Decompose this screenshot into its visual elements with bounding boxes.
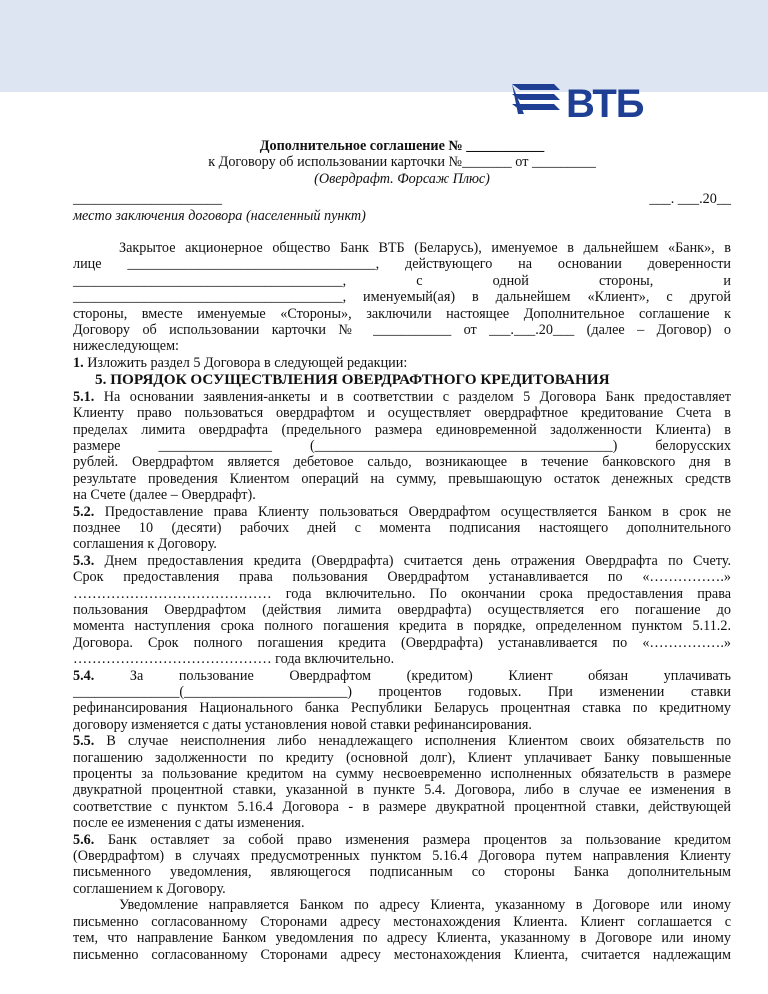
clause-line: Договора. Срок полного погашения кредита (Овердрафта) устанавливается по «…………….» [73,634,731,651]
place-date-row [73,191,731,207]
clause-line: Предоставление права Клиенту пользоваться Овердрафтом осуществляется Банком в срок не [94,503,731,520]
document-title: Дополнительное соглашение № ___________ [259,138,545,154]
clause-line: после ее изменения с даты изменения. [73,815,305,832]
clause-line: соглашением к Договору. [73,880,226,897]
date-line: ___. ___.20__ [649,191,731,208]
intro-line: нижеследующем: [73,338,179,355]
clause-line: позднее 10 (десяти) рабочих дней с момента подписания настоящего дополнительного [73,519,731,536]
intro-line: Закрытое акционерное общество Банк ВТБ (Беларусь), именуемое в дальнейшем «Банк», в [119,240,731,257]
notice-line: письменно согласованному Сторонами адресу местонахождения Клиента, считается надлежащим [73,946,731,963]
vtb-logo-mark-icon [510,80,562,120]
intro-line: стороны, вместе именуемые «Стороны», заключили настоящее Дополнительное соглашение к [73,305,731,322]
clause-number: 5.5. [73,733,95,750]
notice-line: письменно согласованному Сторонами адресу местонахождения Клиента. Клиент соглашается с [73,913,731,930]
clause-line: двукратной процентной ставки, указанной в пункте 5.4. Договора, либо в случае ее изменения в [73,782,731,799]
intro-line: ______________________________________, именуемый(ая) в дальнейшем «Клиент», с другой [73,289,731,306]
intro-paragraph [73,240,731,355]
vtb-logo [510,80,660,128]
clause-line: …………………………………… года включительно. По окончании срока предоставления права [73,585,731,602]
clause-line: письменного уведомления, являющегося подписанным со стороны Банка дополнительным [73,864,731,881]
item-1-text: Изложить раздел 5 Договора в следующей редакции: [83,354,408,371]
clause-line: проценты за пользование кредитом на сумму несвоевременно исполненных обязательств в размере [73,766,731,783]
clause-line: погашению задолженности по кредиту (основной долг), Клиент уплачивает Банку повышенные [73,749,731,766]
item-1-number: 1. [73,354,84,371]
clause-number: 5.2. [73,503,95,520]
clause-number: 5.4. [73,667,95,684]
clause-line: момента наступления срока полного погашения кредита в порядке, определенном пунктом 5.11.2. [73,618,731,635]
clause-line: _______________(_______________________) процентов годовых. При изменении ставки [73,684,731,700]
clause-line: В случае неисполнения либо ненадлежащего исполнения Клиентом своих обязательств по [94,733,731,750]
place-label: место заключения договора (населенный пункт) [73,207,366,224]
clause-line: (Овердрафтом) в случаях предусмотренных пунктом 5.16.4 Договора путем направления Клиенту [73,848,731,865]
clause-number: 5.6. [73,831,95,848]
clause-5-2 [73,504,731,553]
intro-line: ______________________________________, с одной стороны, и [73,272,731,289]
clause-5-5 [73,733,731,831]
clause-line: пределах лимита овердрафта (предельного размера единовременной задолженности Клиента) в [73,421,731,438]
notice-line: тем, что направление Банком уведомления по адресу Клиента, указанному в Договоре или иному [73,930,731,947]
place-line: _____________________ [73,191,222,208]
clause-5-3 [73,553,731,668]
clause-line: соглашения к Договору. [73,536,217,553]
clause-line: рефинансирования Национального банка Республики Беларусь процентная ставка по кредитному [73,700,731,717]
clause-line: соответствие с пунктом 5.16.4 Договора - в размере двукратной процентной ставки, действующей [73,798,731,815]
clause-line: На основании заявления-анкеты и в соответствии с разделом 5 Договора Банк предоставляет [94,388,731,405]
clause-line: результате проведения Клиентом операций на сумму, превышающую остаток денежных средств [73,470,731,487]
clause-line: За пользование Овердрафтом (кредитом) Клиент обязан уплачивать [94,667,731,684]
clause-line: Банк оставляет за собой право изменения размера процентов за пользование кредитом [94,831,731,848]
clause-line: договору изменяется с даты установления новой ставки рефинансирования. [73,716,532,733]
clause-5-6 [73,832,731,898]
document-product: (Овердрафт. Форсаж Плюс) [314,170,490,187]
clause-number: 5.1. [73,388,95,405]
clause-line: рублей. Овердрафтом является дебетовое сальдо, возникающее в течение банковского дня в [73,454,731,471]
logo-text: ВТБ [566,82,644,126]
section-title: 5. ПОРЯДОК ОСУЩЕСТВЛЕНИЯ ОВЕРДРАФТНОГО КРЕДИТОВАНИЯ [95,371,610,389]
clause-5-1 [73,389,731,504]
clause-line: …………………………………… года включительно. [73,651,395,668]
notice-paragraph [73,897,731,963]
clause-5-4 [73,668,731,734]
clause-line: Срок предоставления права пользования Овердрафтом устанавливается по «…………….» [73,569,731,586]
clause-line: пользования Овердрафтом (действия лимита овердрафта) осуществляется его погашение до [73,601,731,618]
item-1 [73,355,731,371]
intro-line: Договору об использовании карточки № ___________ от ___.___.20___ (далее – Договор) о [73,322,731,339]
clause-line: на Счете (далее – Овердрафт). [73,487,256,504]
document-subtitle: к Договору об использовании карточки №_______ от _________ [208,154,596,171]
notice-line: Уведомление направляется Банком по адресу Клиента, указанному в Договоре или иному [119,897,731,914]
clause-line: Клиенту право пользоваться овердрафтом и осуществляет овердрафтное кредитование Счета в [73,405,731,422]
page-header-band [0,0,768,92]
clause-number: 5.3. [73,552,95,569]
clause-line: Днем предоставления кредита (Овердрафта) считается день отражения Овердрафта по Счету. [94,552,731,569]
intro-line: лице ___________________________________, действующего на основании доверенности [73,256,731,273]
clause-line: размере ________________ (__________________________________________) белорусских [73,437,731,454]
agreement-document [73,138,731,963]
